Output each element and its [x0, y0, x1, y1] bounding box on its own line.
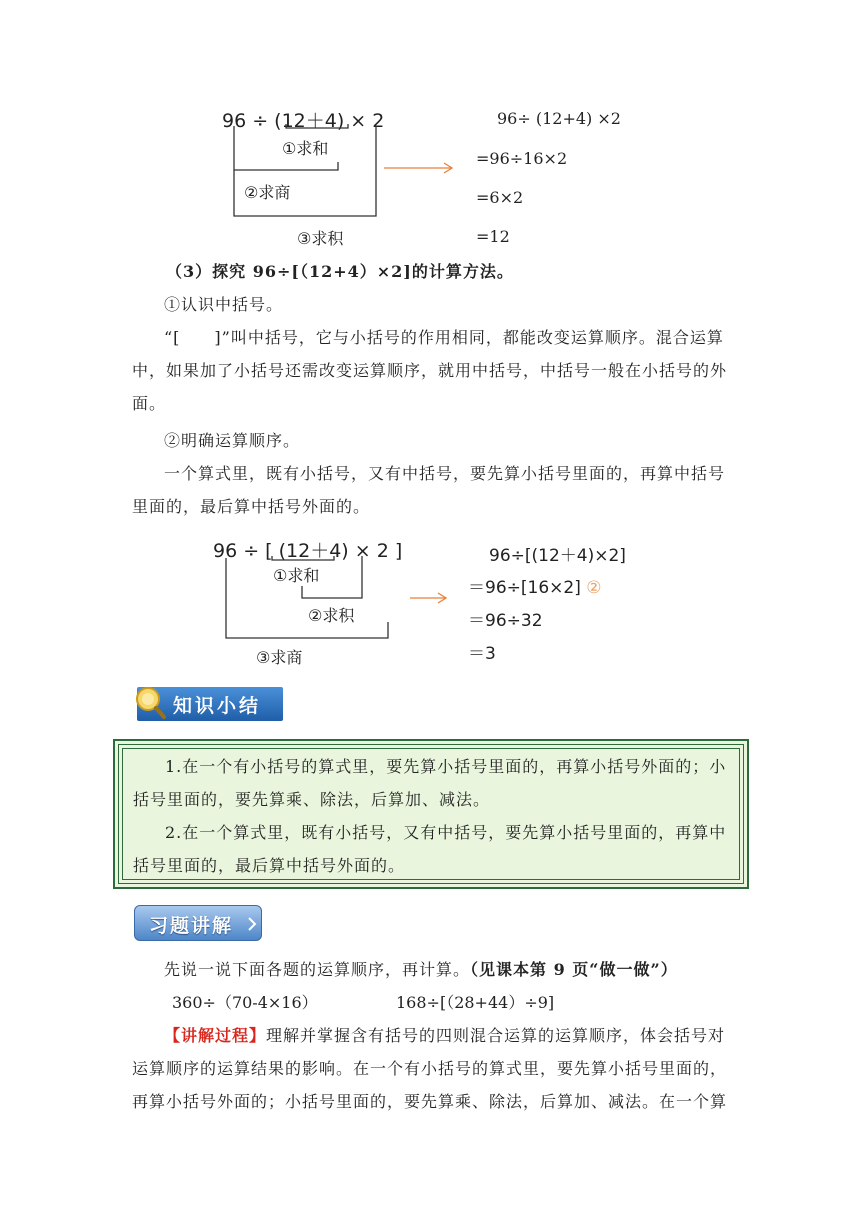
fig1-expression: 96 ÷ (12＋4) × 2 [222, 110, 385, 132]
summary-content [133, 750, 733, 882]
fig2-step2: ②求积 [306, 603, 356, 626]
chevron-right-icon [247, 917, 257, 931]
sub-heading-2: ②明确运算顺序。 [164, 431, 301, 450]
fig1-solution-line-4: =12 [476, 227, 510, 246]
exercise-prompt: 先说一说下面各题的运算顺序，再计算。（见课本第 9 页“做一做”） [164, 960, 678, 979]
explanation-label: 【讲解过程】 [164, 1026, 267, 1045]
exercise-question-2: 168÷[（28+44）÷9] [396, 993, 555, 1012]
fig2-solution-line-3: ＝96÷32 [468, 611, 543, 631]
summary-banner [137, 687, 283, 721]
magnifier-icon [133, 683, 169, 723]
summary-banner-title: 知识小结 [173, 695, 262, 717]
exercise-question-1: 360÷（70-4×16） [172, 993, 318, 1012]
exercise-banner-title: 习题讲解 [149, 915, 234, 937]
summary-box [113, 739, 749, 889]
fig1-solution-line-2: =96÷16×2 [476, 149, 568, 168]
summary-item-1: 1.在一个有小括号的算式里，要先算小括号里面的，再算小括号外面的；小括号里面的，要先算乘、除法，后算加、减法。 [133, 757, 727, 809]
sub-heading-1: ①认识中括号。 [164, 295, 284, 314]
exercise-banner [134, 905, 262, 941]
fig1-step1: ①求和 [280, 136, 330, 159]
fig2-solution-line-2: ＝96÷[16×2] ② [468, 578, 602, 598]
section-3-heading: （3）探究 96÷[（12+4）×2]的计算方法。 [166, 262, 514, 281]
fig1-step3: ③求积 [295, 226, 345, 249]
step-marker: ② [586, 578, 602, 598]
explanation-paragraph: 【讲解过程】理解并掌握含有括号的四则混合运算的运算顺序，体会括号对运算顺序的运算结果的影响。在一个有小括号的算式里，要先算小括号里面的，再算小括号外面的；小括号里面的，要先算乘、除法，后算加、减法。在一个算 [132, 1026, 728, 1111]
exercise-reference: （见课本第 9 页“做一做”） [470, 960, 678, 979]
fig1-solution-line-1: 96÷ (12+4) ×2 [497, 109, 621, 128]
fig1-solution-line-3: =6×2 [476, 188, 524, 207]
summary-item-2: 2.在一个算式里，既有小括号，又有中括号，要先算小括号里面的，再算中括号里面的，最后算中括号外面的。 [133, 823, 727, 875]
paragraph-2: 一个算式里，既有小括号，又有中括号，要先算小括号里面的，再算中括号里面的，最后算中括号外面的。 [132, 464, 726, 516]
fig2-solution-line-4: ＝3 [468, 644, 496, 664]
fig2-step3: ③求商 [254, 645, 304, 668]
fig1-step2: ②求商 [242, 180, 292, 203]
fig2-expression: 96 ÷ [ (12＋4) × 2 ] [213, 540, 403, 562]
fig1-bracket-lines [220, 118, 470, 238]
paragraph-1: “[ ]”叫中括号，它与小括号的作用相同，都能改变运算顺序。混合运算中，如果加了小括号还需改变运算顺序，就用中括号，中括号一般在小括号的外面。 [132, 328, 728, 413]
fig2-solution-line-1: 96÷[(12＋4)×2] [489, 546, 626, 566]
fig2-step1: ①求和 [271, 563, 321, 586]
